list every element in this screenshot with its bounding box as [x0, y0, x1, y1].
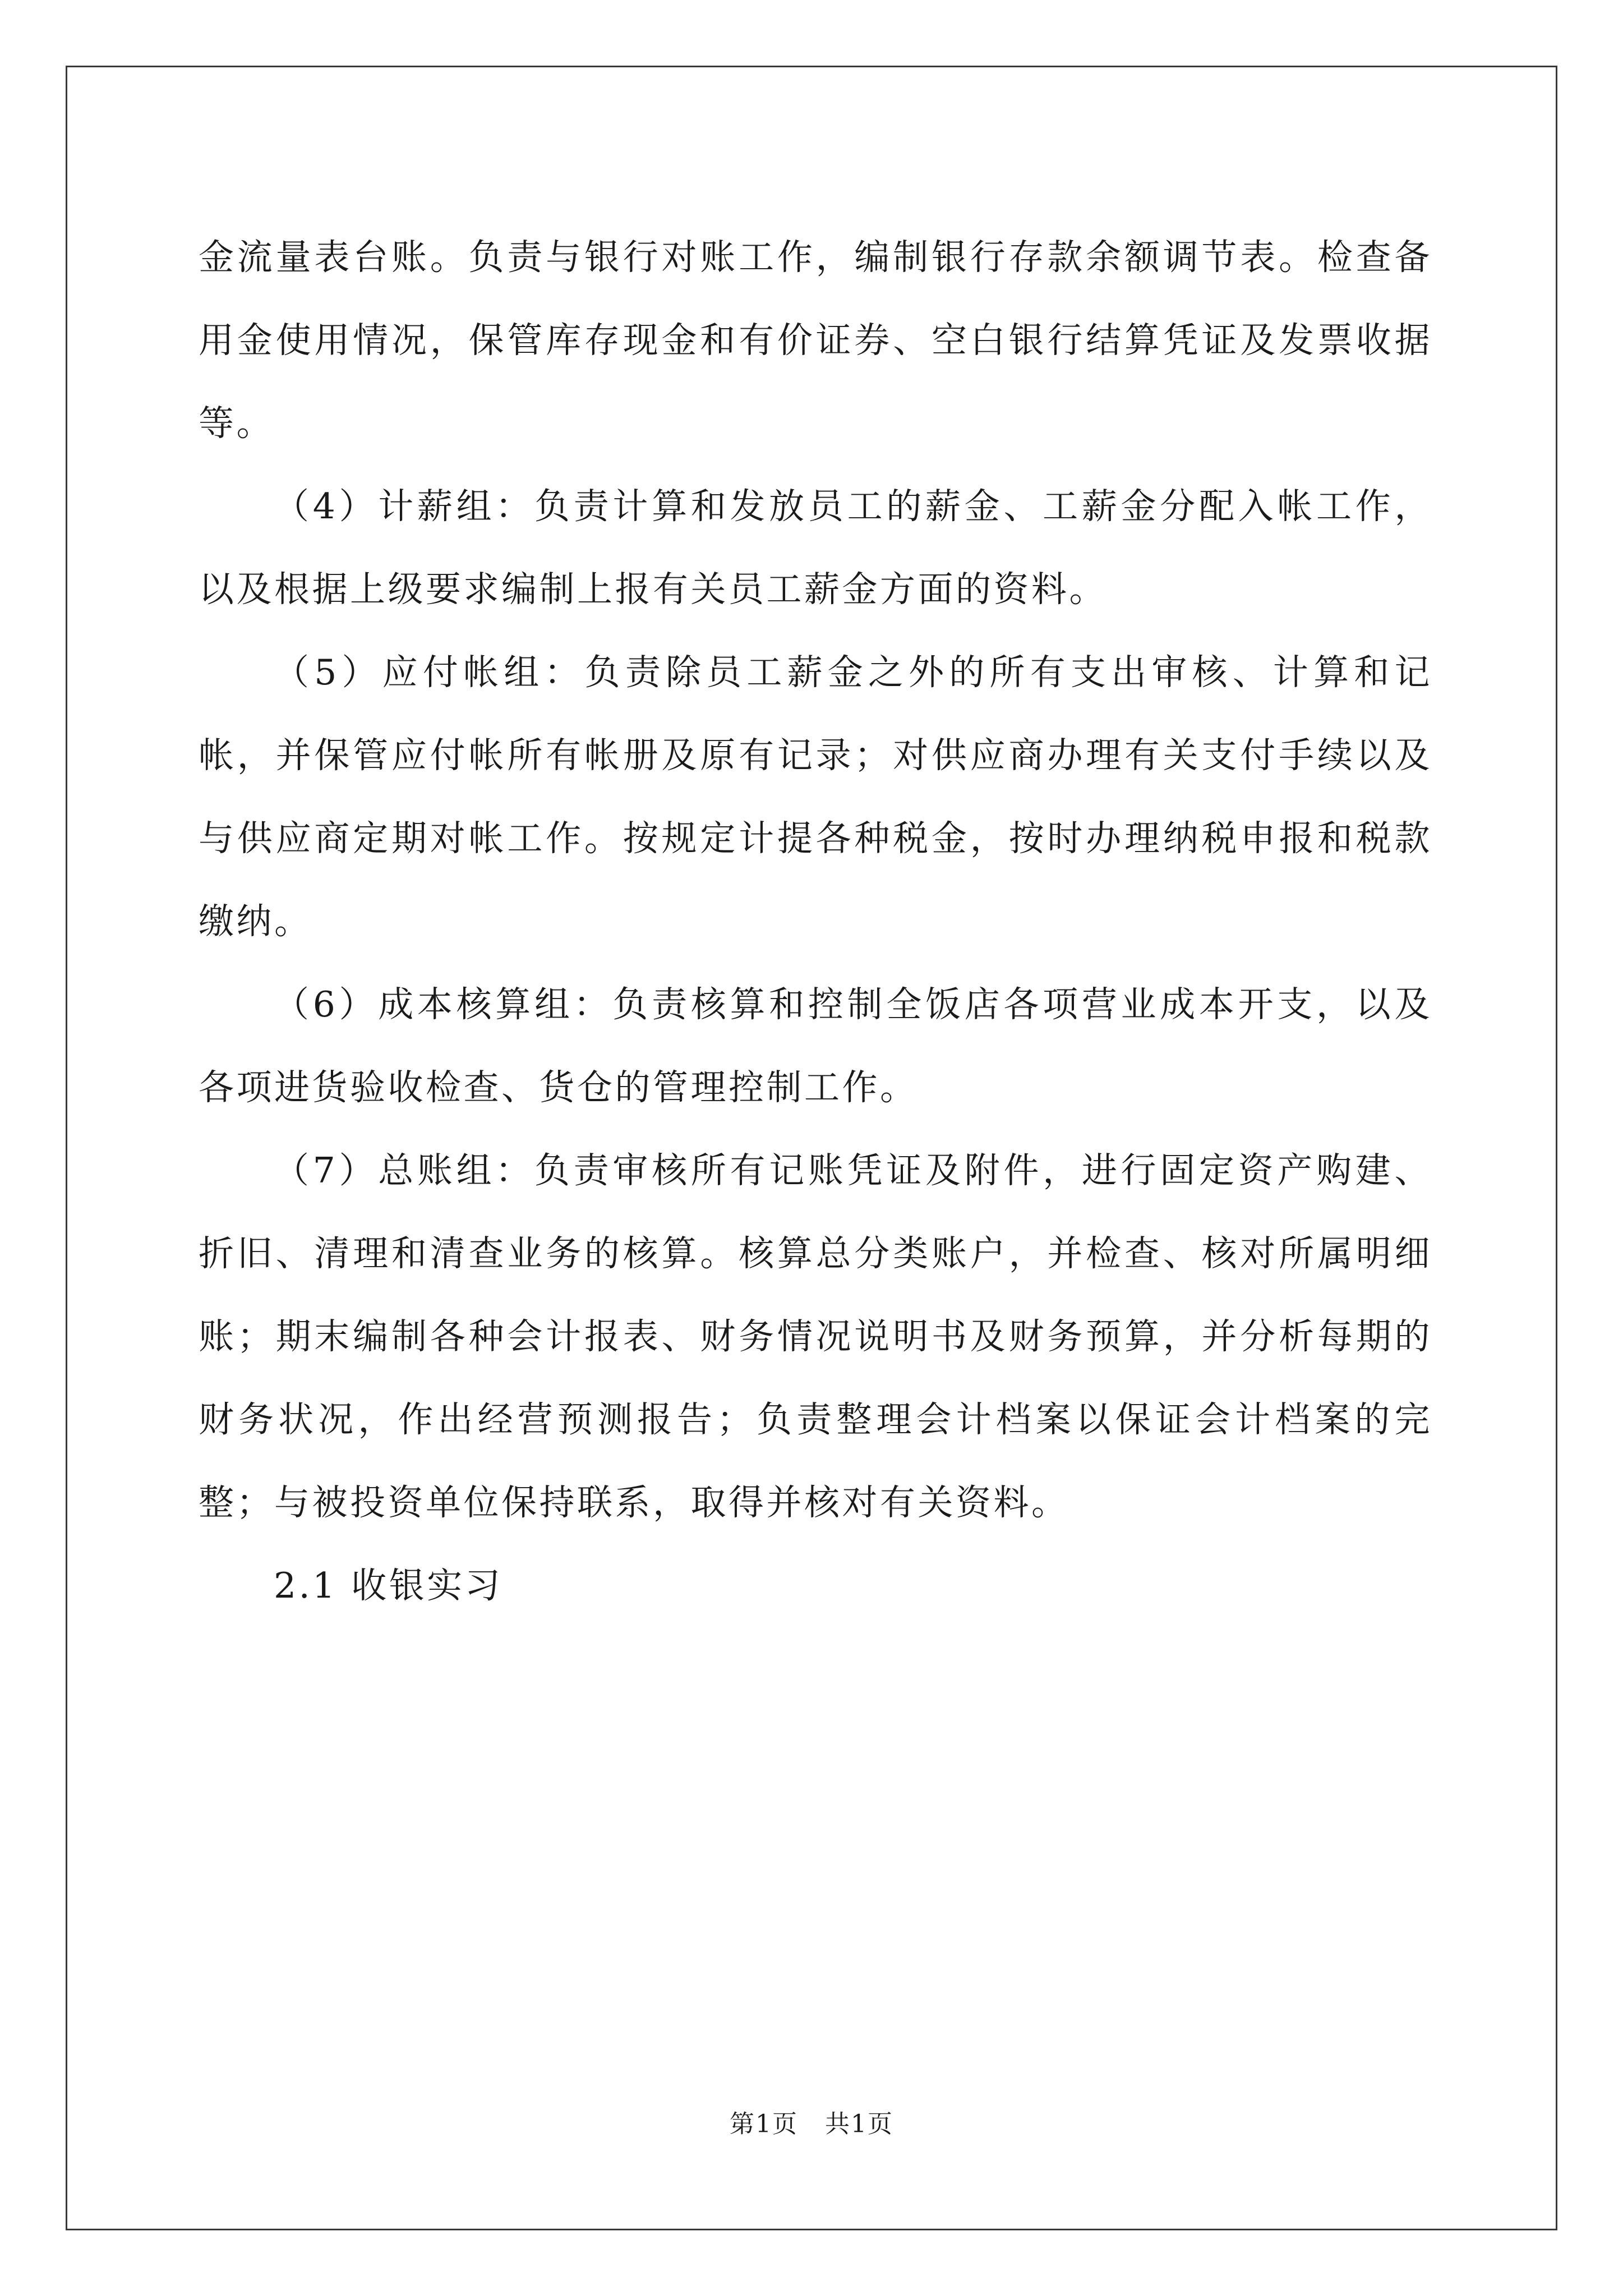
page-footer: [0, 2104, 1623, 2139]
paragraph-general-ledger-group: （7）总账组：负责审核所有记账凭证及附件，进行固定资产购建、折旧、清理和清查业务的核算。核算总分类账户，并检查、核对所属明细账；期末编制各种会计报表、财务情况说明书及财务预算，并分析每期的财务状况，作出经营预测报告；负责整理会计档案以保证会计档案的完整；与被投资单位保持联系，取得并核对有关资料。: [199, 1150, 1432, 1523]
section-heading: 2.1 收银实习: [274, 1565, 503, 1606]
paragraph-payroll-group: （4）计薪组：负责计算和发放员工的薪金、工薪金分配入帐工作，以及根据上级要求编制上报有关员工薪金方面的资料。: [199, 486, 1432, 610]
paragraph-1: 金流量表台账。负责与银行对账工作，编制银行存款余额调节表。检查备用金使用情况，保管库存现金和有价证券、空白银行结算凭证及发票收据等。: [199, 237, 1432, 444]
document-body: [199, 216, 1432, 1627]
paragraph-cost-accounting-group: （6）成本核算组：负责核算和控制全饭店各项营业成本开支，以及各项进货验收检查、货仓的管理控制工作。: [199, 984, 1432, 1108]
paragraph-accounts-payable-group: （5）应付帐组：负责除员工薪金之外的所有支出审核、计算和记帐，并保管应付帐所有帐册及原有记录；对供应商办理有关支付手续以及与供应商定期对帐工作。按规定计提各种税金，按时办理纳税申报和税款缴纳。: [199, 652, 1432, 942]
page-total: 共1页: [824, 2110, 893, 2138]
page-number: 第1页: [730, 2110, 799, 2138]
